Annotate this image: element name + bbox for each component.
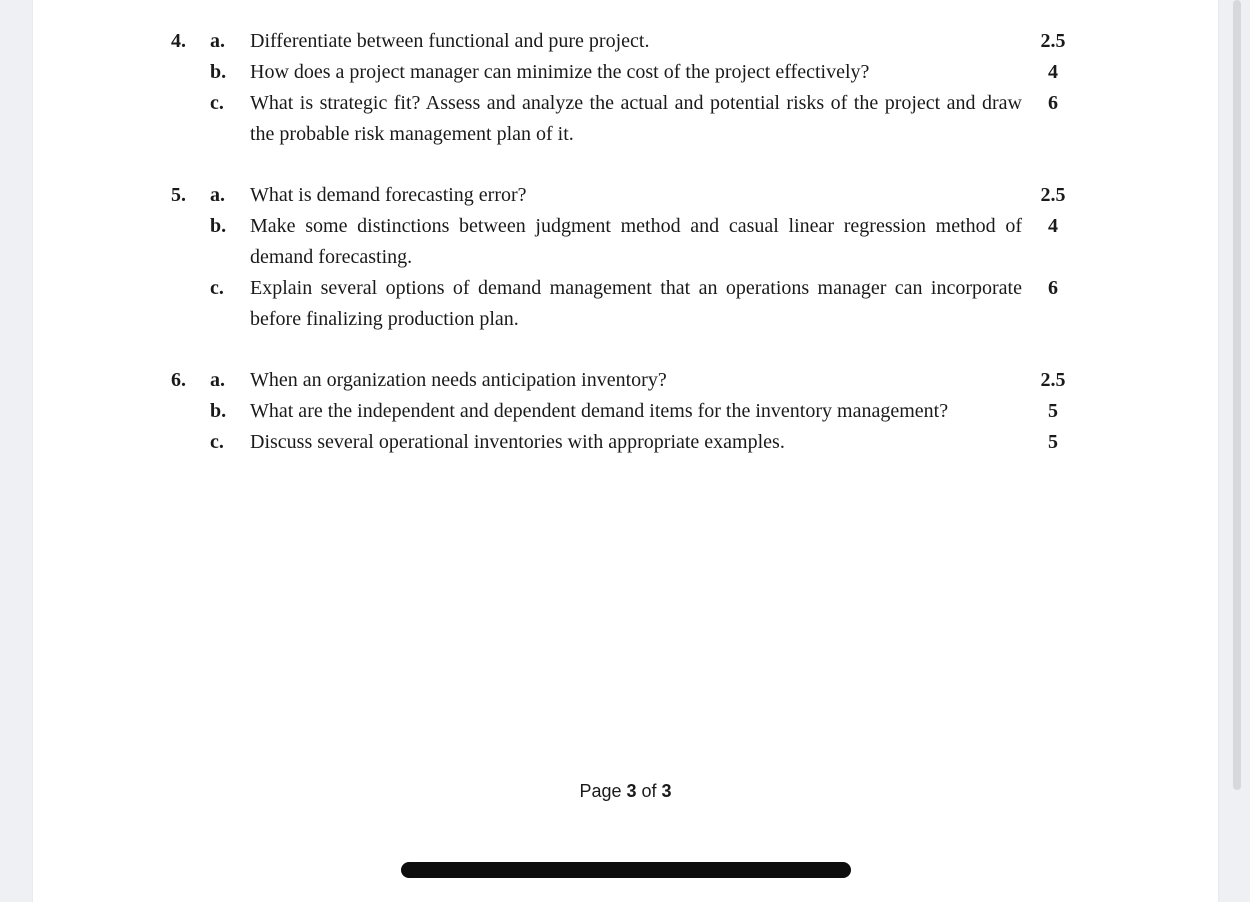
question-5b [33,211,1218,273]
part-marks: 2.5 [1040,369,1066,391]
part-letter: a. [210,369,225,391]
part-letter: c. [210,431,224,453]
total-pages: 3 [661,781,672,801]
page-of-label: of [636,781,662,801]
document-page [33,0,1218,902]
question-number: 4. [171,30,186,52]
part-letter: c. [210,277,224,299]
part-text: Differentiate between functional and pure project. [250,30,650,52]
question-6c [33,427,1218,458]
question-5 [33,180,1218,335]
question-4a [33,26,1218,57]
part-letter: a. [210,184,225,206]
part-marks: 4 [1048,215,1058,237]
part-text: Discuss several operational inventories with appropriate examples. [250,431,785,453]
part-letter: c. [210,92,224,114]
part-text: What is strategic fit? Assess and analyze the actual and potential risks of the project and draw the probable risk management plan of it. [250,92,1022,145]
question-number: 5. [171,184,186,206]
question-5c [33,273,1218,335]
question-list [33,26,1218,488]
question-number: 6. [171,369,186,391]
part-text: Make some distinctions between judgment method and casual linear regression method of demand forecasting. [250,215,1022,268]
part-letter: b. [210,215,227,237]
part-text: When an organization needs anticipation inventory? [250,369,667,391]
part-marks: 4 [1048,61,1058,83]
part-marks: 2.5 [1040,30,1066,52]
question-6 [33,365,1218,458]
question-6b [33,396,1218,427]
part-text: What is demand forecasting error? [250,184,527,206]
page-number-footer [33,781,1218,802]
part-marks: 2.5 [1040,184,1066,206]
part-letter: b. [210,400,227,422]
part-text: Explain several options of demand management that an operations manager can incorporate before finalizing production plan. [250,277,1022,330]
question-4 [33,26,1218,150]
part-marks: 6 [1048,277,1058,299]
part-letter: b. [210,61,227,83]
current-page: 3 [626,781,637,801]
part-marks: 6 [1048,92,1058,114]
question-5a [33,180,1218,211]
question-4b [33,57,1218,88]
part-text: How does a project manager can minimize the cost of the project effectively? [250,61,870,83]
part-marks: 5 [1048,400,1058,422]
home-indicator-bar[interactable] [401,862,851,878]
part-letter: a. [210,30,225,52]
question-4c [33,88,1218,150]
question-6a [33,365,1218,396]
vertical-scrollbar[interactable] [1233,0,1241,790]
part-marks: 5 [1048,431,1058,453]
part-text: What are the independent and dependent demand items for the inventory management? [250,400,949,422]
page-label: Page [579,781,627,801]
